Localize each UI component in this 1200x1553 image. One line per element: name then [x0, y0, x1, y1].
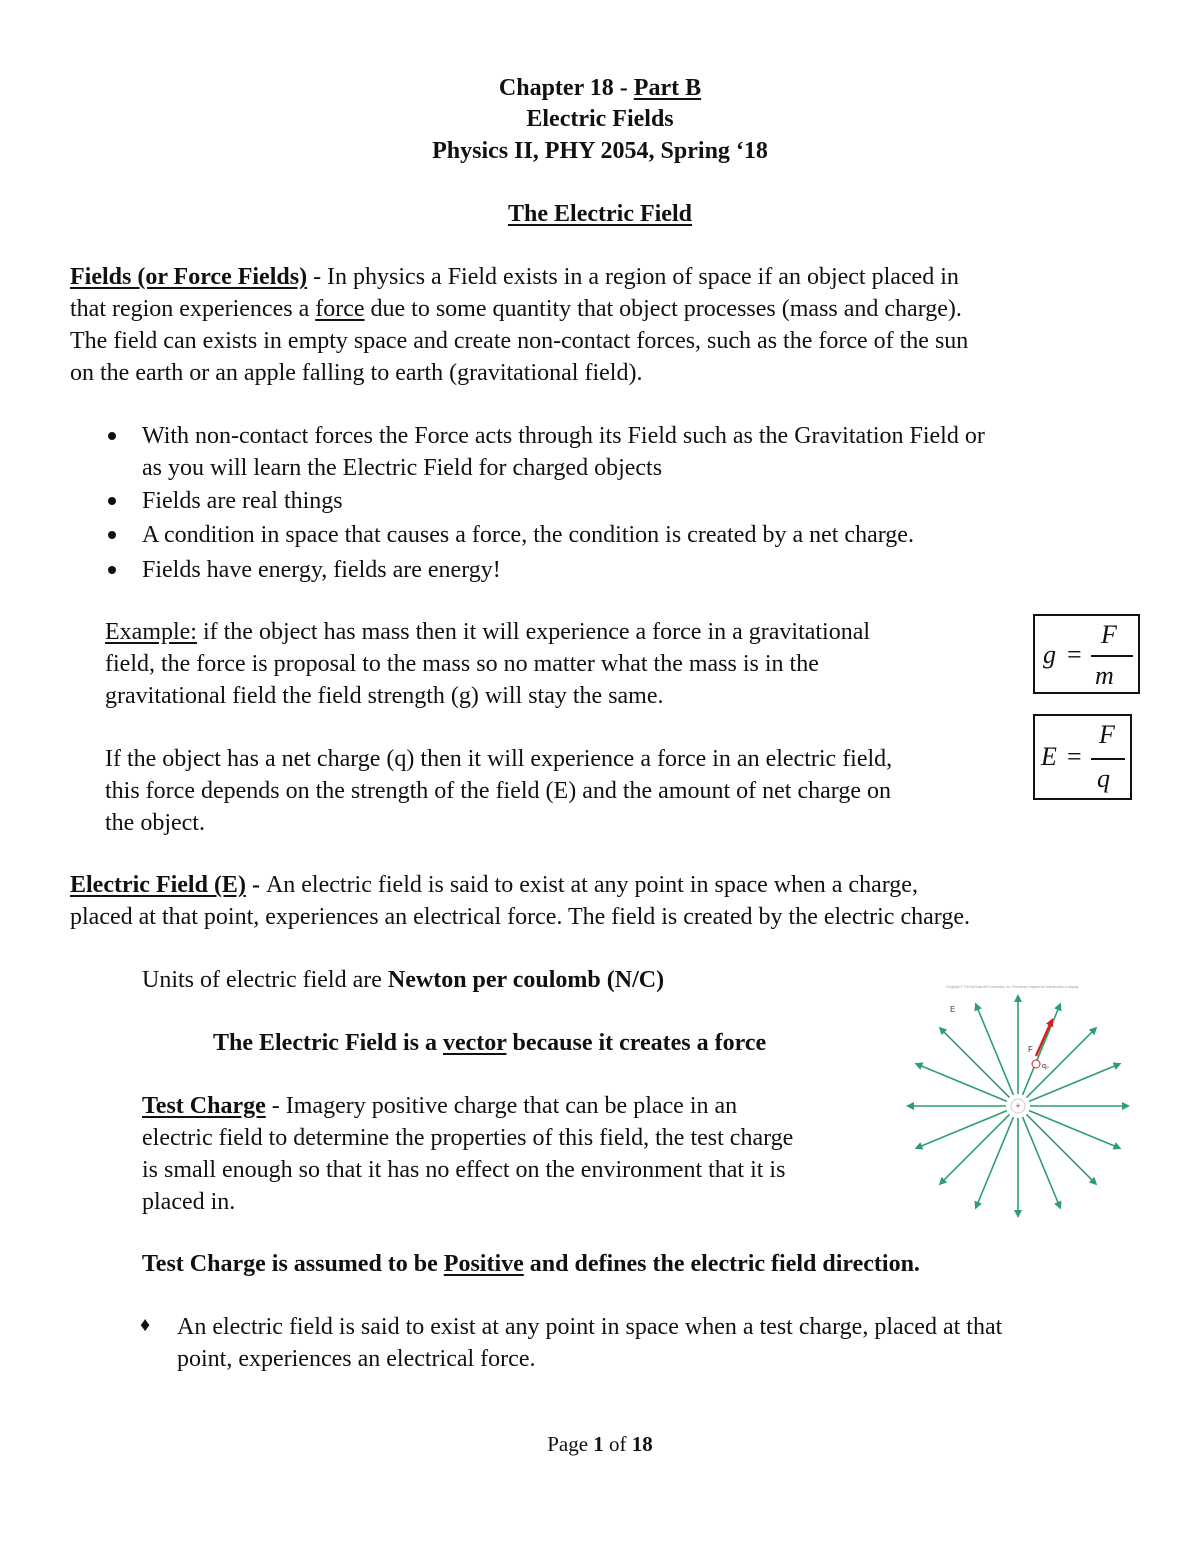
bullet-item-continued: as you will learn the Electric Field for charged objects [142, 455, 663, 481]
chapter-title [0, 72, 1200, 104]
formula-e-fraction-bar [1091, 758, 1125, 760]
fields-para-line1 [70, 261, 959, 293]
field-line [916, 1064, 1007, 1102]
chapter-prefix: Chapter 18 - [498, 75, 634, 101]
fields-para-line2 [70, 293, 962, 325]
diamond-bullet-line2: point, experiences an electrical force. [177, 1346, 536, 1372]
formula-e-denominator: q [1097, 764, 1110, 793]
charge-para-line1: If the object has a net charge (q) then it will experience a force in an electric field, [105, 746, 893, 772]
formula-g-equals: = [1067, 640, 1082, 669]
field-line [976, 1004, 1014, 1095]
formula-g-fraction-bar [1091, 655, 1133, 657]
force-term: force [315, 296, 365, 322]
diamond-bullet-icon: ♦ [140, 1314, 151, 1336]
vector-word: vector [442, 1030, 507, 1056]
force-arrow [1036, 1020, 1052, 1056]
footer-page-number: 1 [593, 1432, 604, 1456]
page-footer [0, 1430, 1200, 1458]
test-charge-line4: placed in. [142, 1189, 236, 1215]
charge-para-line2: this force depends on the strength of the field (E) and the amount of net charge on [105, 778, 891, 804]
test-charge-line3: is small enough so that it has no effect on the environment that it is [142, 1157, 786, 1183]
example-line1-text: if the object has mass then it will experience a force in a gravitational [196, 619, 871, 645]
bullet-dot [108, 497, 116, 505]
formula-g-lhs: g [1043, 640, 1056, 669]
field-line [1026, 1114, 1095, 1183]
footer-total-pages: 18 [631, 1432, 653, 1456]
source-charge-sign: + [1015, 1101, 1021, 1111]
vector-line [213, 1027, 766, 1059]
test-charge-line1-text: - Imagery positive charge that can be place in an [265, 1093, 738, 1119]
bullet-item: Fields are real things [142, 488, 343, 514]
figure-label-e: E [950, 1005, 956, 1014]
assumption-prefix: Test Charge is assumed to be [142, 1251, 444, 1277]
chapter-subtitle: Electric Fields [526, 106, 674, 132]
figure-label-q0: q₀ [1042, 1063, 1049, 1070]
units-line [142, 964, 664, 996]
fields-line1-text: - In physics a Field exists in a region of space if an object placed in [307, 264, 959, 290]
field-line [940, 1028, 1009, 1097]
field-line [940, 1114, 1009, 1183]
figure-label-f: F [1028, 1045, 1033, 1054]
vector-prefix: The Electric Field is a [213, 1030, 443, 1056]
section-title: The Electric Field [508, 201, 692, 227]
course-info: Physics II, PHY 2054, Spring ‘18 [432, 138, 768, 164]
bullet-dot [108, 531, 116, 539]
example-line3: gravitational field the field strength (g) will stay the same. [105, 683, 664, 709]
formula-e-box [1033, 714, 1132, 800]
charge-para-line3: the object. [105, 810, 205, 836]
assumption-word: Positive [443, 1251, 524, 1277]
assumption-suffix: and defines the electric field direction. [523, 1251, 920, 1277]
bullet-dot [108, 566, 116, 574]
test-charge-icon [1032, 1060, 1040, 1068]
electric-field-term: Electric Field (E) [70, 872, 246, 898]
assumption-line [142, 1248, 920, 1280]
electric-field-dash: - [245, 872, 266, 898]
formula-e-equals: = [1067, 742, 1082, 771]
formula-e-lhs: E [1041, 742, 1057, 771]
formula-e-numerator: F [1099, 720, 1115, 749]
bullet-item: Fields have energy, fields are energy! [142, 557, 501, 583]
example-label: Example: [105, 619, 197, 645]
electric-field-figure [900, 978, 1140, 1218]
fields-para-line4: on the earth or an apple falling to earth (gravitational field). [70, 360, 643, 386]
test-charge-term: Test Charge [142, 1093, 266, 1119]
field-line [1029, 1111, 1120, 1149]
footer-of-word: of [603, 1432, 632, 1456]
figure-copyright: Copyright © The McGraw-Hill Companies, Inc. Permission required for reproduction or display. [946, 985, 1079, 989]
chapter-part: Part B [633, 75, 702, 101]
units-prefix: Units of electric field are [142, 967, 388, 993]
fields-term: Fields (or Force Fields) [70, 264, 308, 290]
fields-para-line3: The field can exists in empty space and create non-contact forces, such as the force of the sun [70, 328, 969, 354]
test-charge-line2: electric field to determine the properties of this field, the test charge [142, 1125, 794, 1151]
footer-page-word: Page [547, 1432, 594, 1456]
formula-g-box [1033, 614, 1140, 694]
units-value: Newton per coulomb (N/C) [387, 967, 665, 993]
field-line [1023, 1117, 1061, 1208]
bullet-item: With non-contact forces the Force acts through its Field such as the Gravitation Field or [142, 423, 985, 449]
formula-g-numerator: F [1101, 620, 1117, 649]
electric-field-line1-text: An electric field is said to exist at any point in space when a charge, [265, 872, 918, 898]
vector-suffix: because it creates a force [506, 1030, 767, 1056]
electric-field-def-line1 [70, 869, 918, 901]
bullet-item: A condition in space that causes a force, the condition is created by a net charge. [142, 522, 914, 548]
electric-field-def-line2: placed at that point, experiences an electrical force. The field is created by the electric charge. [70, 904, 970, 930]
example-line1 [105, 616, 870, 648]
diamond-bullet-line1: An electric field is said to exist at any point in space when a test charge, placed at that [177, 1314, 1003, 1340]
example-line2: field, the force is proposal to the mass so no matter what the mass is in the [105, 651, 819, 677]
test-charge-line1 [142, 1090, 737, 1122]
fields-line2-b: due to some quantity that object processes (mass and charge). [364, 296, 962, 322]
formula-g-denominator: m [1095, 661, 1114, 690]
fields-line2-a: that region experiences a [70, 296, 316, 322]
field-line [916, 1111, 1007, 1149]
bullet-dot [108, 432, 116, 440]
field-line [976, 1117, 1014, 1208]
